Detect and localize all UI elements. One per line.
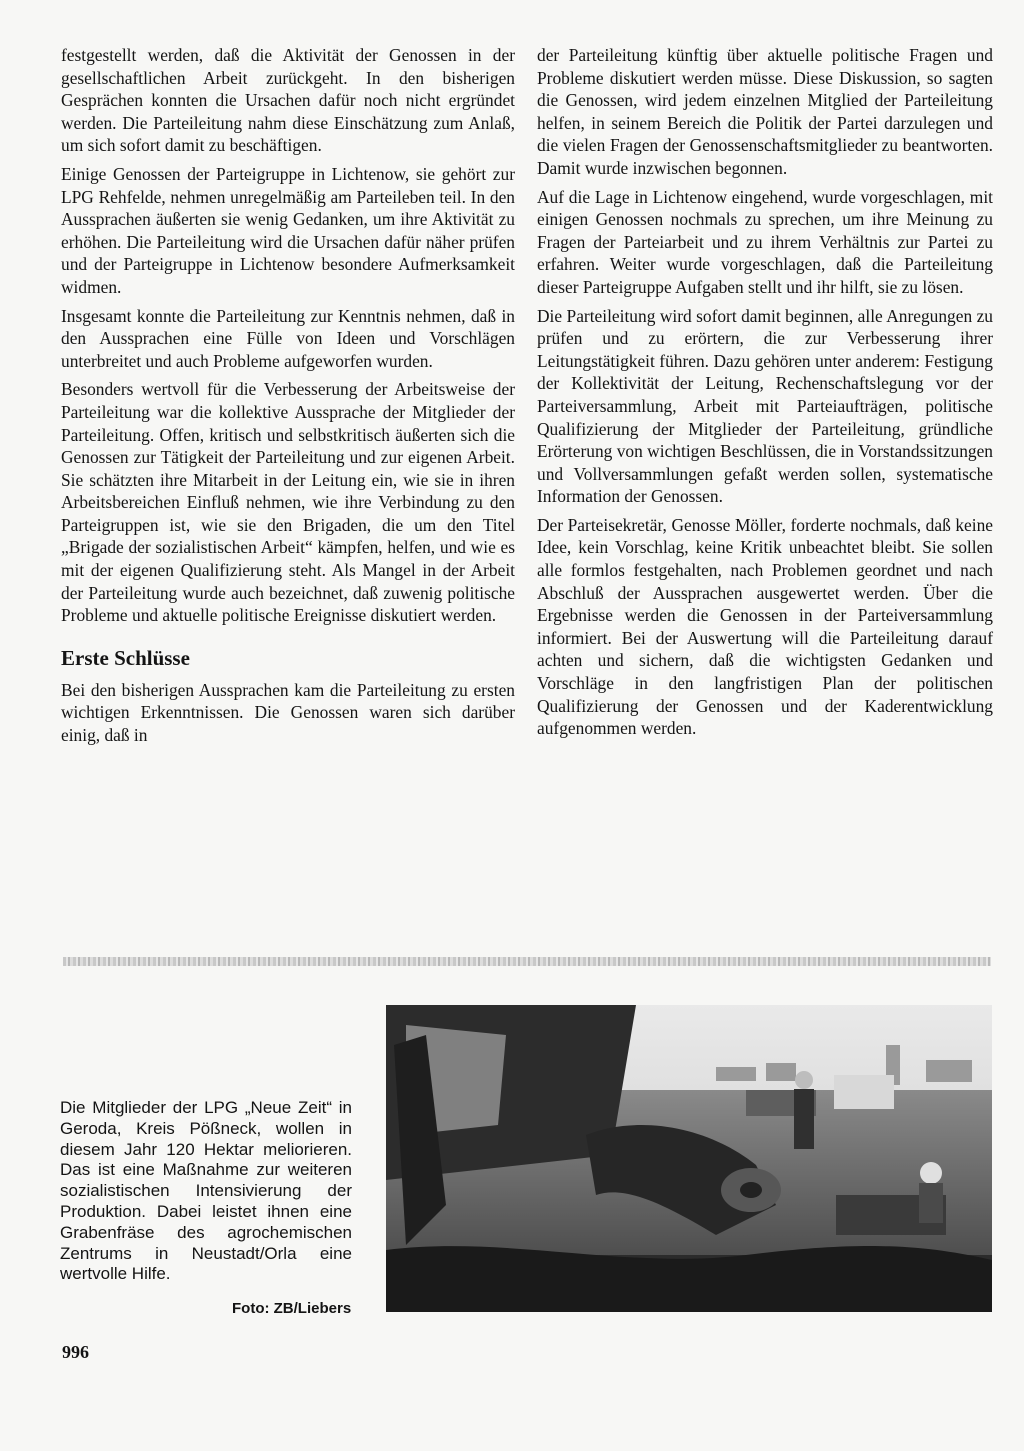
left-paragraph-3: Insgesamt konnte die Parteileitung zur Kenntnis nehmen, daß in den Aussprachen eine Fülle von Ideen und Vorschlägen unterbreitet und auch Probleme aufgeworfen wurden. [61,305,515,371]
right-column [537,44,993,746]
page-number: 996 [62,1342,89,1362]
left-column [61,44,515,753]
photo-caption: Die Mitglieder der LPG „Neue Zeit“ in Geroda, Kreis Pößneck, wollen in diesem Jahr 120 Hektar meliorieren. Das ist eine Maßnahme zur weiteren sozialistischen Intensivierung der Produktion. Dabei leistet ihnen eine Grabenfräse des agrochemischen Zentrums in Neustadt/Orla eine wertvolle Hilfe. [60,1098,352,1284]
left-paragraph-2: Einige Genossen der Parteigruppe in Lichtenow, sie gehört zur LPG Rehfelde, nehmen unregelmäßig am Parteileben teil. In den Aussprachen äußerten sie wenig Gedanken, um ihre Aktivität zu erhöhen. Die Parteileitung wird die Ursachen dafür näher prüfen und der Parteigruppe in Lichtenow besondere Aufmerksamkeit widmen. [61,163,515,297]
photo-credit: Foto: ZB/Liebers [232,1300,352,1317]
left-paragraph-4: Besonders wertvoll für die Verbesserung der Arbeitsweise der Parteileitung war die kollektive Aussprache der Mitglieder der Parteileitung. Offen, kritisch und selbstkritisch äußerten sich die Genossen zur Tätigkeit der Parteileitung und zur eigenen Arbeit. Sie schätzten ihre Mitarbeit in der Leitung ein, wie sie in ihren Arbeitsbereichen Einfluß nehmen, wie ihre Verbindung zu den Parteigruppen ist, wie sie den Brigaden, die um den Titel „Brigade der sozialistischen Arbeit“ kämpfen, helfen, und wie es mit der eigenen Qualifizierung steht. Als Mangel in der Arbeit der Parteileitung wurde auch bezeichnet, daß zuwenig politische Probleme und aktuelle politische Ereignisse diskutiert werden. [61,379,515,626]
photo-ditch-digger [386,1005,992,1312]
section-heading: Erste Schlüsse [61,645,190,670]
section-divider [63,957,991,966]
right-paragraph-3: Die Parteileitung wird sofort damit beginnen, alle Anregungen zu prüfen und zu erörtern, die zur Verbesserung ihrer Leitungstätigkeit führen. Dazu gehören unter anderem: Festigung der Kollektivität der Leitung, Rechenschaftslegung vor der Parteiversammlung, Arbeit mit Parteiaufträgen, politische Qualifizierung der Mitglieder der Parteileitung, gründliche Erörterung von wichtigen Beschlüssen, die in Vorstandssitzungen und Vollversammlungen gefaßt werden sollen, systematische Information der Genossen. [537,305,993,507]
photo-illustration [386,1005,992,1312]
left-paragraph-1: festgestellt werden, daß die Aktivität der Genossen in der gesellschaftlichen Arbeit zurückgeht. In den bisherigen Gesprächen konnten die Ursachen dafür noch nicht ergründet werden. Die Parteileitung nahm diese Einschätzung zum Anlaß, um sich sofort damit zu beschäftigen. [61,45,515,156]
right-paragraph-4: Der Parteisekretär, Genosse Möller, forderte nochmals, daß keine Idee, kein Vorschlag, keine Kritik unbeachtet bleibt. Sie sollen alle formlos festgehalten, nach Problemen geordnet und nach Abschluß der Aussprachen ausgewertet werden. Über die Ergebnisse werden die Genossen in der Parteiversammlung informiert. Bei der Auswertung will die Parteileitung darauf achten und sichern, daß die wichtigsten Gedanken und Vorschläge in den langfristigen Plan der politischen Qualifizierung der Genossen und der Kaderentwicklung aufgenommen werden. [537,514,993,739]
right-paragraph-1: der Parteileitung künftig über aktuelle politische Fragen und Probleme diskutiert werden müsse. Diese Diskussion, so sagten die Genossen, wird jedem einzelnen Mitglied der Parteileitung helfen, in seinem Bereich die Politik der Partei darzulegen und die vielen Fragen der Genossenschaftsmitglieder zu beantworten. Damit wurde inzwischen begonnen. [537,45,993,178]
right-paragraph-2: Auf die Lage in Lichtenow eingehend, wurde vorgeschlagen, mit einigen Genossen nochmals zu sprechen, um ihre Meinung zu Fragen der Parteiarbeit und zu ihrem Verhältnis zur Partei zu erfahren. Weiter wurde vorgeschlagen, daß die Parteileitung dieser Parteigruppe Aufgaben stellt und ihr hilft, sie zu lösen. [537,186,993,297]
left-paragraph-5: Bei den bisherigen Aussprachen kam die Parteileitung zu ersten wichtigen Erkenntnissen. Die Genossen waren sich darüber einig, daß in [61,679,515,746]
